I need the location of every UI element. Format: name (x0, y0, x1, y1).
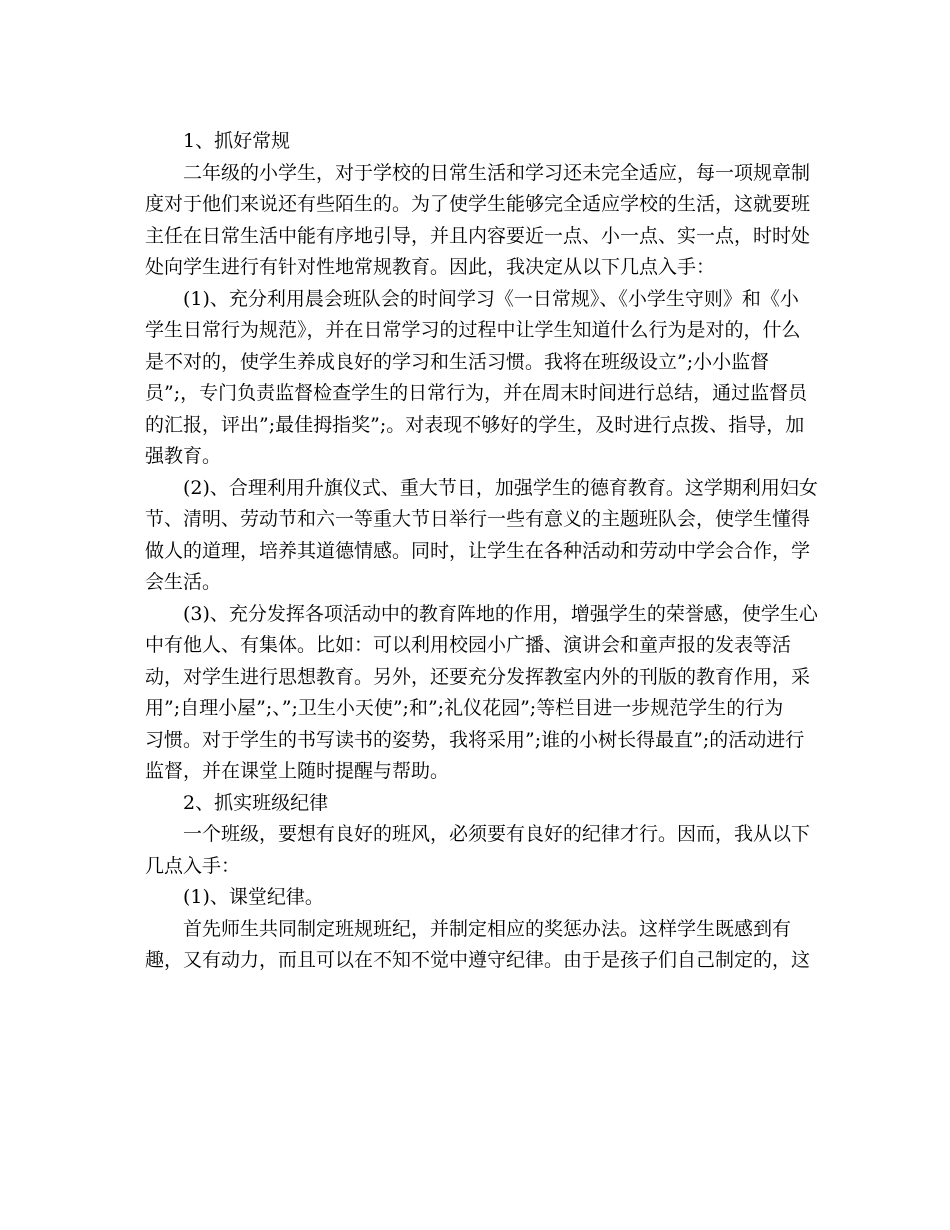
text-line: 强教育。 (145, 445, 222, 467)
text-line: (1)、充分利用晨会班队会的时间学习《一日常规》、《小学生守则》和《小 (183, 287, 799, 310)
document-body (145, 126, 818, 977)
text-line: 1、抓好常规 (183, 130, 291, 152)
text-line: (1)、课堂纪律。 (183, 886, 324, 908)
text-line: 习惯。对于学生的书写读书的姿势，我将采用”;谁的小树长得最直”;的活动进行 (145, 728, 805, 751)
text-line: 一个班级，要想有良好的班风，必须要有良好的纪律才行。因而，我从以下 (183, 823, 811, 845)
text-line: 几点入手： (145, 854, 241, 877)
text-line: 二年级的小学生，对于学校的日常生活和学习还未完全适应，每一项规章制 (183, 161, 811, 184)
text-line: 是不对的，使学生养成良好的学习和生活习惯。我将在班级设立”;小小监督 (145, 350, 770, 373)
text-line: 做人的道理，培养其道德情感。同时，让学生在各种活动和劳动中学会合作，学 (145, 539, 811, 562)
text-line: 首先师生共同制定班规班纪，并制定相应的奖惩办法。这样学生既感到有 (183, 917, 792, 940)
text-line: 趣，又有动力，而且可以在不知不觉中遵守纪律。由于是孩子们自己制定的，这 (145, 949, 811, 971)
text-line: 度对于他们来说还有些陌生的。为了使学生能够完全适应学校的生活，这就要班 (145, 193, 811, 215)
text-line: 动，对学生进行思想教育。另外，还要充分发挥教室内外的刊版的教育作用，采 (145, 665, 811, 688)
text-line: 的汇报，评出”;最佳拇指奖”;。对表现不够好的学生，及时进行点拨、指导，加 (145, 413, 805, 436)
text-line: 员”;，专门负责监督检查学生的日常行为，并在周末时间进行总结，通过监督员 (145, 382, 808, 404)
text-line: 主任在日常生活中能有序地引导，并且内容要近一点、小一点、实一点，时时处 (145, 224, 811, 247)
text-line: 处向学生进行有针对性地常规教育。因此，我决定从以下几点入手： (145, 256, 716, 278)
text-line: (3)、充分发挥各项活动中的教育阵地的作用，增强学生的荣誉感，使学生心 (183, 602, 818, 625)
text-line: 中有他人、有集体。比如：可以利用校园小广播、演讲会和童声报的发表等活 (145, 634, 792, 656)
text-line: (2)、合理利用升旗仪式、重大节日，加强学生的德育教育。这学期利用妇女 (183, 476, 818, 499)
text-line: 会生活。 (145, 571, 222, 593)
text-line: 用”;自理小屋”;、”;卫生小天使”;和”;礼仪花园”;等栏目进一步规范学生的行为 (145, 697, 784, 719)
text-line: 监督，并在课堂上随时提醒与帮助。 (145, 760, 450, 782)
text-line: 学生日常行为规范》，并在日常学习的过程中让学生知道什么行为是对的，什么 (145, 319, 801, 341)
text-line: 节、清明、劳动节和六一等重大节日举行一些有意义的主题班队会，使学生懂得 (145, 508, 811, 530)
text-line: 2、抓实班级纪律 (183, 791, 329, 814)
